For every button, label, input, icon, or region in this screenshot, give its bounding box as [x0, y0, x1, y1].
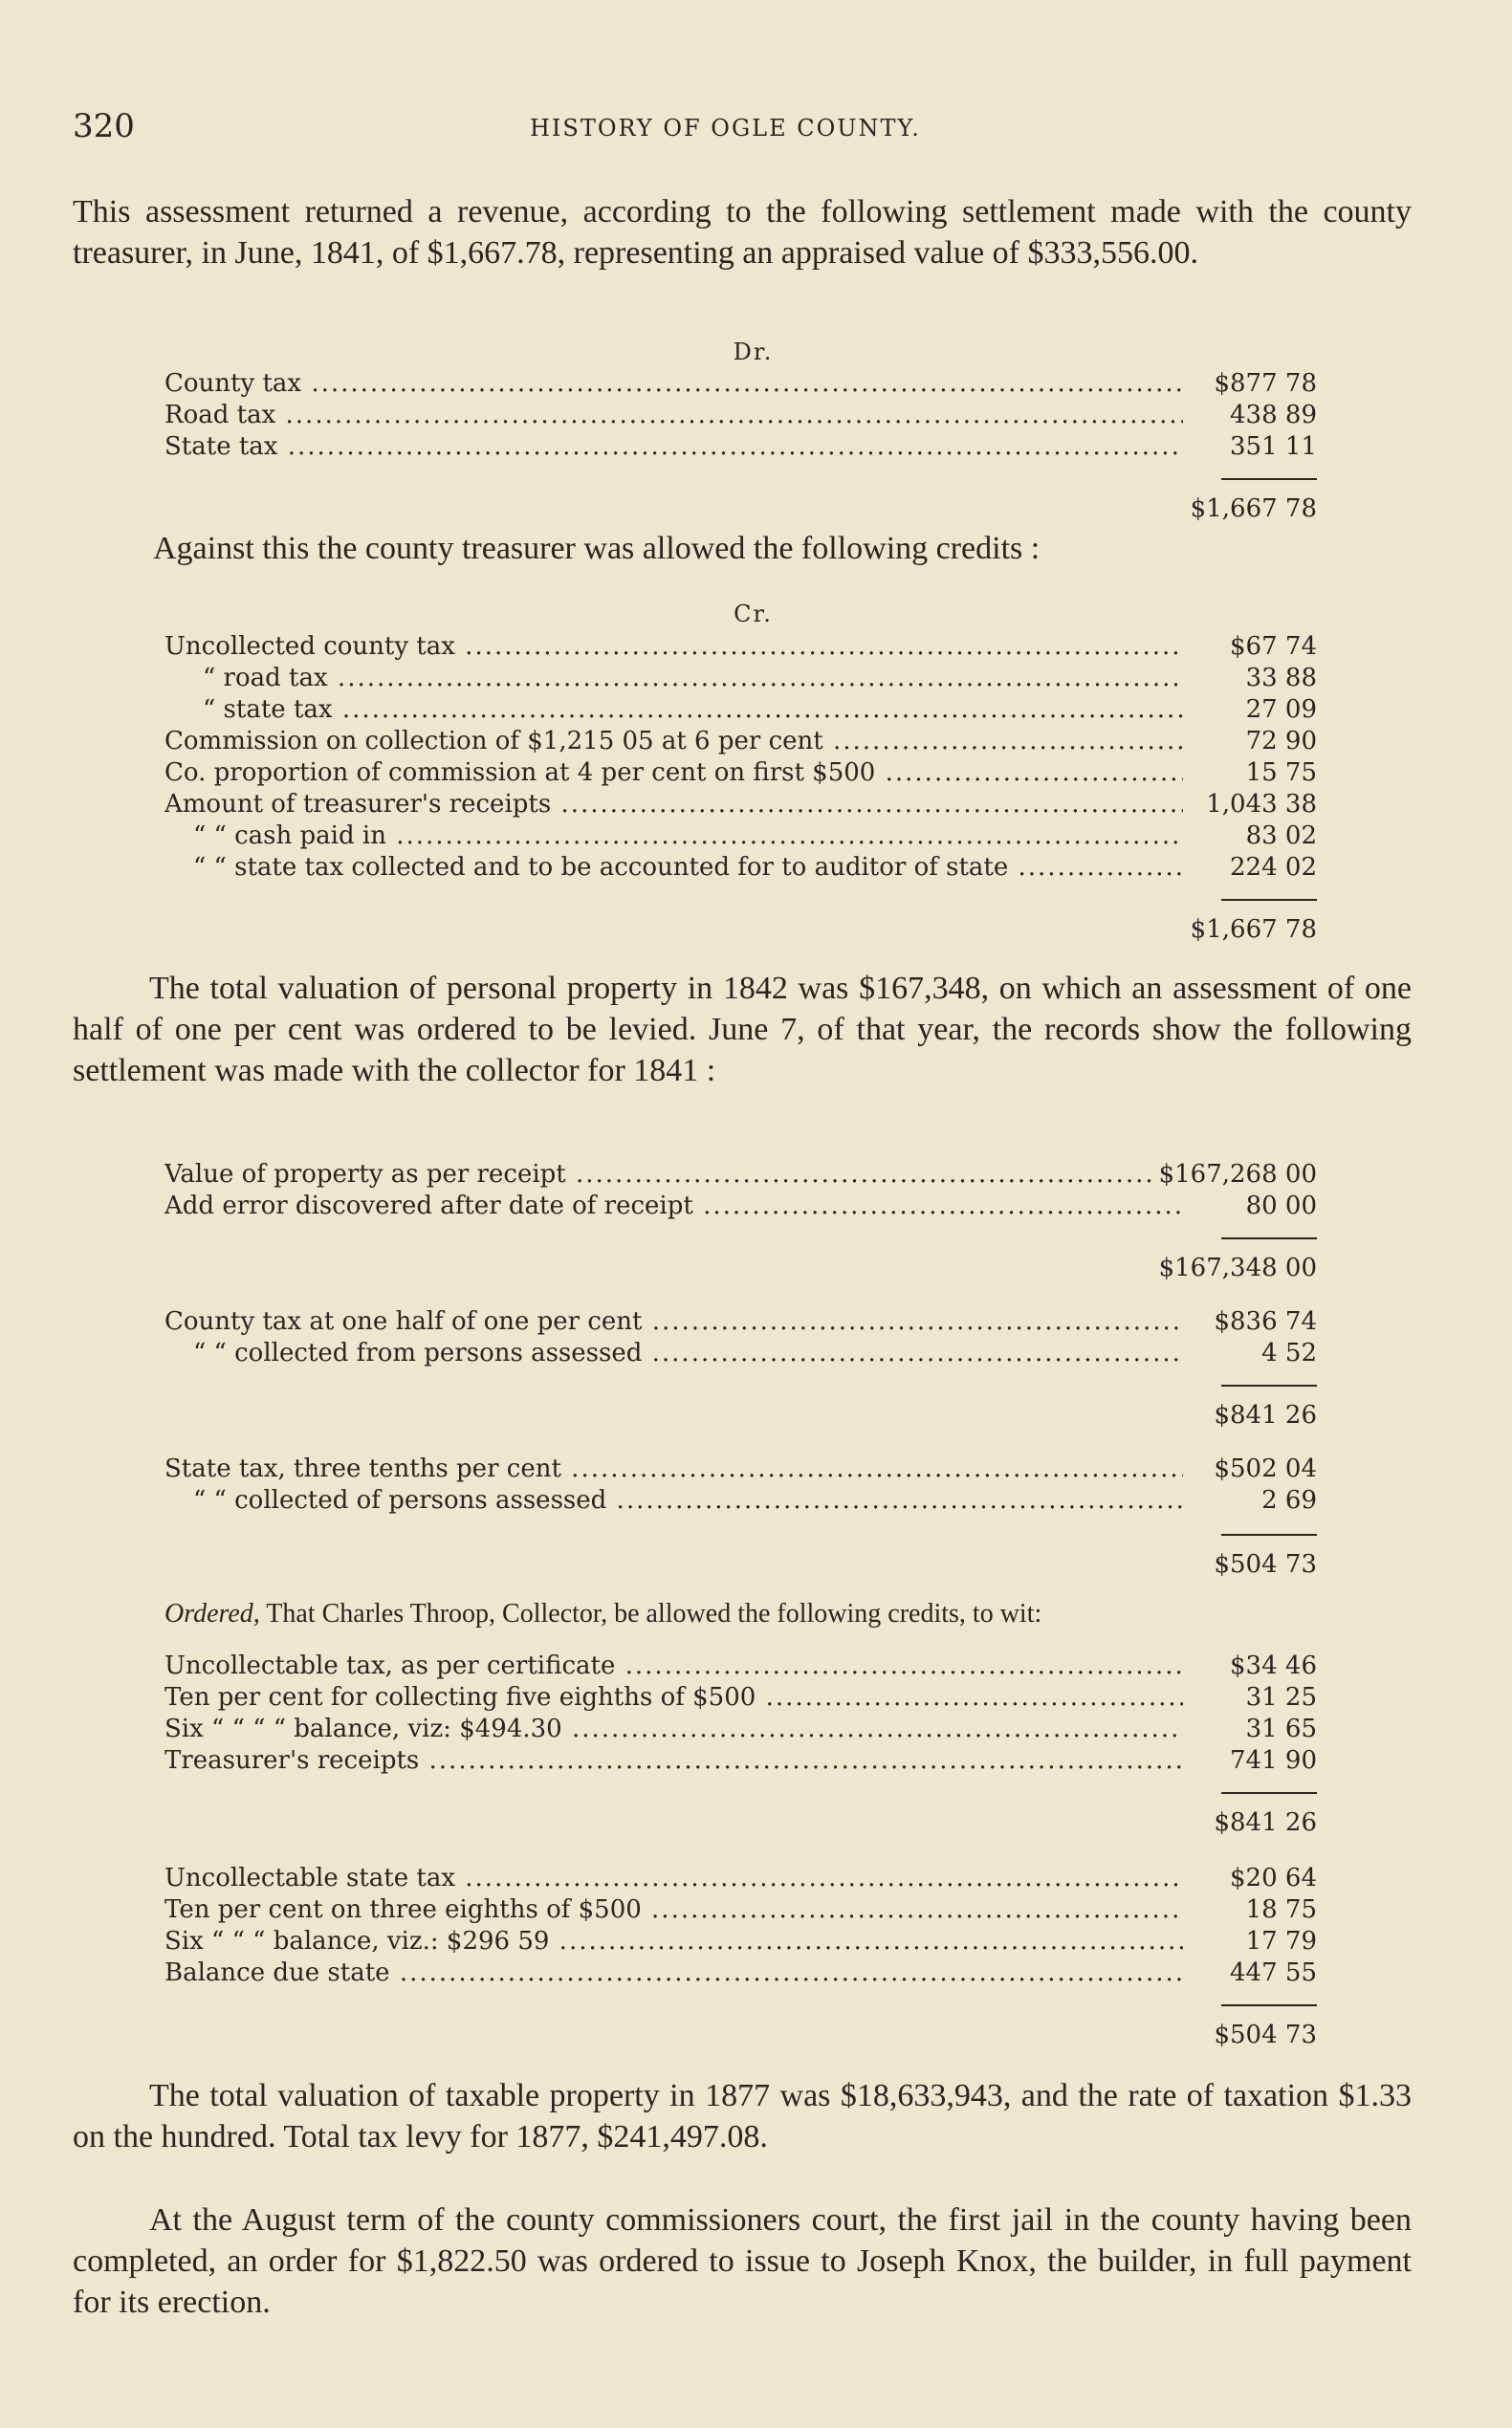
ledger-amount: $836 74 [1208, 1306, 1317, 1338]
ledger-row [164, 1191, 1317, 1222]
ledger-label: State tax, three tenths per cent ..... [164, 1454, 1183, 1485]
ledger-row [164, 1894, 1317, 1926]
ledger-amount: $20 64 [1224, 1863, 1317, 1894]
total-rule [1221, 2004, 1317, 2006]
ledger-row [164, 631, 1317, 663]
ledger-row [164, 1863, 1317, 1894]
ledger-amount: 351 11 [1224, 431, 1317, 463]
total-rule [1221, 899, 1317, 901]
county-credits-total: $841 26 [164, 1804, 1317, 1842]
ordered-text: That Charles Throop, Collector, be allowed the following credits, to wit: [259, 1599, 1042, 1629]
ledger-amount: $67 74 [1224, 631, 1317, 663]
ledger-row [164, 1714, 1317, 1745]
total-rule [1221, 1534, 1317, 1536]
ledger-label: Uncollected county tax ..... [164, 631, 1183, 663]
ledger-label: “ “ state tax collected and to be accounted for to auditor of state ..... [164, 852, 1183, 884]
ledger-amount: 31 25 [1240, 1682, 1317, 1714]
ledger-amount: $877 78 [1208, 368, 1317, 400]
ledger-row [164, 1338, 1317, 1369]
ledger-amount: $167,268 00 [1153, 1159, 1317, 1191]
ledger-row [164, 368, 1317, 400]
ledger-amount: 741 90 [1224, 1745, 1317, 1777]
total-rule [1221, 478, 1317, 480]
credit-ledger [164, 631, 1317, 884]
ledger-row [164, 726, 1317, 757]
ledger-label: Six “ “ “ “ balance, viz: $494.30 ..... [164, 1714, 1183, 1745]
ledger-label: Ten per cent for collecting five eighths of $500 ..... [164, 1682, 1183, 1714]
ledger-row [164, 1306, 1317, 1338]
state-credits-ledger [164, 1863, 1317, 1989]
ledger-amount: $34 46 [1224, 1651, 1317, 1682]
credit-heading: Cr. [734, 601, 773, 627]
ledger-row [164, 1485, 1317, 1517]
ledger-amount: 2 69 [1256, 1485, 1317, 1517]
ledger-label: Add error discovered after date of receipt ..... [164, 1191, 1183, 1222]
ledger-row [164, 1454, 1317, 1485]
running-head [73, 107, 1412, 145]
ledger-row [164, 1159, 1317, 1191]
ledger-amount: $502 04 [1208, 1454, 1317, 1485]
ledger-label: Commission on collection of $1,215 05 at 6 per cent ..... [164, 726, 1183, 757]
ledger-label: “ state tax ..... [164, 694, 1183, 726]
ledger-amount: 18 75 [1240, 1894, 1317, 1926]
ledger-amount: 447 55 [1224, 1958, 1317, 1989]
state-tax-ledger [164, 1454, 1317, 1517]
running-title: HISTORY OF OGLE COUNTY. [530, 115, 921, 142]
total-rule [1221, 1385, 1317, 1387]
collector-value-ledger [164, 1159, 1317, 1222]
ledger-label: Uncollectable state tax ..... [164, 1863, 1183, 1894]
ledger-amount: 15 75 [1240, 757, 1317, 789]
ordered-line [164, 1599, 1360, 1630]
ledger-label: “ road tax ..... [164, 663, 1183, 694]
credit-total: $1,667 78 [164, 910, 1317, 949]
credits-intro: Against this the county treasurer was allowed the following credits : [153, 531, 1041, 566]
ledger-row [164, 431, 1317, 463]
ledger-row [164, 1651, 1317, 1682]
ledger-label: Co. proportion of commission at 4 per cent on first $500 ..... [164, 757, 1183, 789]
ledger-amount: 224 02 [1224, 852, 1317, 884]
debit-ledger [164, 368, 1317, 463]
ledger-label: County tax ..... [164, 368, 1183, 400]
ledger-amount: 438 89 [1224, 400, 1317, 431]
collector-value-total: $167,348 00 [164, 1249, 1317, 1287]
ledger-amount: 83 02 [1240, 820, 1317, 852]
ledger-label: “ “ collected of persons assessed ..... [164, 1485, 1183, 1517]
ledger-amount: 80 00 [1240, 1191, 1317, 1222]
ledger-label: Road tax ..... [164, 400, 1183, 431]
ledger-label: Value of property as per receipt ..... [164, 1159, 1183, 1191]
ledger-amount: 27 09 [1240, 694, 1317, 726]
intro-paragraph: This assessment returned a revenue, according to the following settlement made with the county treasurer, in June, 1841, of $1,667.78, representing an appraised value of $333,556.00. [73, 194, 1412, 271]
ledger-amount: 1,043 38 [1200, 789, 1317, 820]
ledger-amount: 4 52 [1256, 1338, 1317, 1369]
ledger-row [164, 757, 1317, 789]
ledger-label: County tax at one half of one per cent ..... [164, 1306, 1183, 1338]
ledger-label: State tax ..... [164, 431, 1183, 463]
paragraph-jail: At the August term of the county commissioners court, the first jail in the county having been completed, an order for $1,822.50 was ordered to issue to Joseph Knox, the builder, in full payment for its erection. [73, 2202, 1412, 2320]
paragraph-1877: The total valuation of taxable property in 1877 was $18,633,943, and the rate of taxation $1.33 on the hundred. Total tax levy for 1877, $241,497.08. [73, 2078, 1412, 2155]
ledger-row [164, 789, 1317, 820]
ledger-row [164, 1745, 1317, 1777]
page-number: 320 [73, 107, 135, 145]
ledger-label: Six “ “ “ balance, viz.: $296 59 ..... [164, 1926, 1183, 1958]
county-tax-total: $841 26 [164, 1396, 1317, 1434]
state-credits-total: $504 73 [164, 2016, 1317, 2054]
ledger-row [164, 820, 1317, 852]
paragraph-1842: The total valuation of personal property in 1842 was $167,348, on which an assessment of one half of one per cent was ordered to be levied. June 7, of that year, the records show the following settlement was made with the collector for 1841 : [73, 971, 1412, 1088]
county-credits-ledger [164, 1651, 1317, 1777]
ledger-label: “ “ cash paid in ..... [164, 820, 1183, 852]
ledger-amount: 31 65 [1240, 1714, 1317, 1745]
ledger-label: Ten per cent on three eighths of $500 ..... [164, 1894, 1183, 1926]
ledger-label: Uncollectable tax, as per certificate ..... [164, 1651, 1183, 1682]
ledger-row [164, 1682, 1317, 1714]
ledger-row [164, 852, 1317, 884]
ledger-amount: 72 90 [1240, 726, 1317, 757]
state-tax-total: $504 73 [164, 1545, 1317, 1584]
ledger-row [164, 663, 1317, 694]
county-tax-ledger [164, 1306, 1317, 1369]
debit-total: $1,667 78 [164, 490, 1317, 528]
ledger-label: Amount of treasurer's receipts ..... [164, 789, 1183, 820]
ledger-row [164, 694, 1317, 726]
total-rule [1221, 1237, 1317, 1239]
ledger-row [164, 1926, 1317, 1958]
ledger-row [164, 400, 1317, 431]
debit-heading: Dr. [733, 339, 774, 365]
ledger-label: Balance due state ..... [164, 1958, 1183, 1989]
ledger-row [164, 1958, 1317, 1989]
ledger-amount: 17 79 [1240, 1926, 1317, 1958]
ordered-italic: Ordered, [164, 1599, 260, 1629]
ledger-label: Treasurer's receipts ..... [164, 1745, 1183, 1777]
total-rule [1221, 1792, 1317, 1794]
ledger-amount: 33 88 [1240, 663, 1317, 694]
ledger-label: “ “ collected from persons assessed ..... [164, 1338, 1183, 1369]
